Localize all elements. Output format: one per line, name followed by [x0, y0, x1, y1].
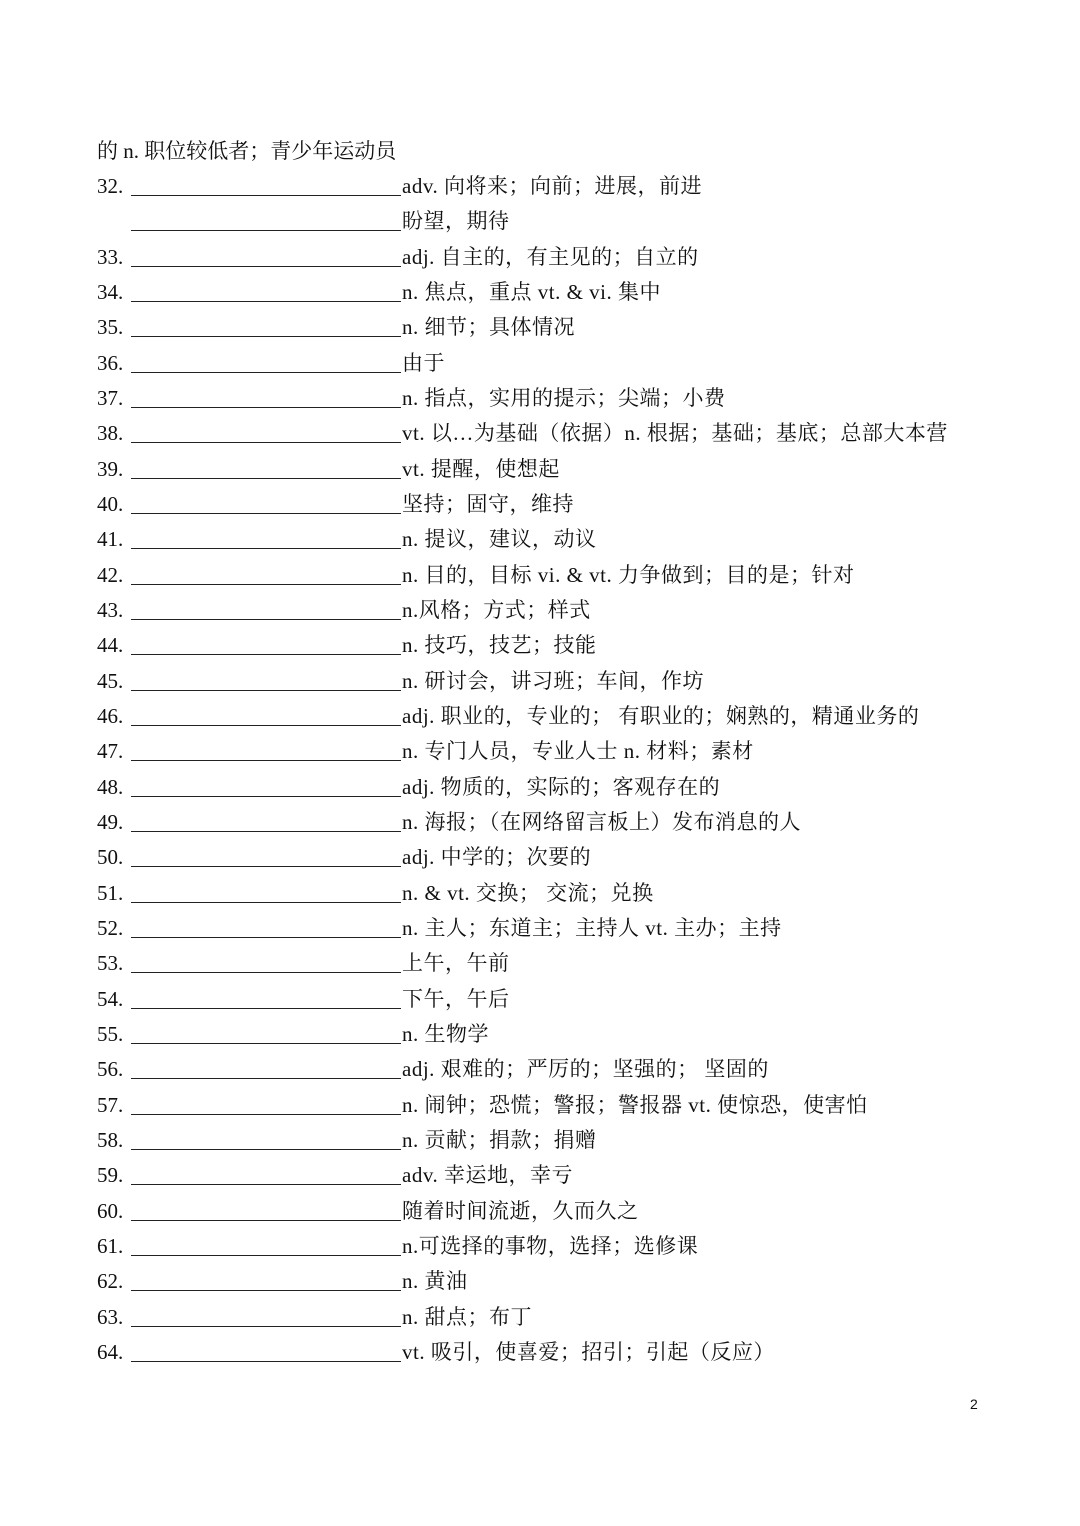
entry-definition: n. 海报；（在网络留言板上）发布消息的人 — [402, 809, 801, 834]
answer-blank[interactable] — [131, 280, 401, 302]
answer-blank[interactable] — [131, 315, 401, 337]
entry-definition: n. 黄油 — [402, 1269, 468, 1294]
entry-number: 62. — [97, 1269, 124, 1294]
entry-number: 46. — [97, 703, 124, 728]
vocabulary-entry — [97, 805, 1057, 840]
entry-number: 34. — [97, 279, 124, 304]
entry-definition: n. 贡献；捐款；捐赠 — [402, 1127, 597, 1152]
vocabulary-entry — [97, 169, 1057, 204]
answer-blank[interactable] — [131, 1093, 401, 1115]
answer-blank[interactable] — [131, 739, 401, 761]
answer-blank[interactable] — [131, 457, 401, 479]
vocabulary-entry — [97, 1052, 1057, 1087]
vocabulary-entry — [97, 840, 1057, 875]
vocabulary-entry — [97, 240, 1057, 275]
entry-definition: adj. 职业的，专业的； 有职业的；娴熟的，精通业务的 — [402, 703, 920, 728]
vocabulary-entry — [97, 734, 1057, 769]
continued-definition-line: 的 n. 职位较低者；青少年运动员 — [97, 139, 397, 163]
entry-number: 37. — [97, 385, 124, 410]
answer-blank[interactable] — [131, 1305, 401, 1327]
vocabulary-entry — [97, 628, 1057, 663]
entry-number: 38. — [97, 421, 124, 446]
entry-number: 41. — [97, 527, 124, 552]
answer-blank[interactable] — [131, 245, 401, 267]
entry-definition: n. 生物学 — [402, 1021, 489, 1046]
entry-definition: n. 细节；具体情况 — [402, 315, 575, 340]
vocabulary-entry — [97, 416, 1057, 451]
answer-blank[interactable] — [131, 598, 401, 620]
entry-definition: adv. 幸运地，幸亏 — [402, 1163, 573, 1188]
entry-definition: vt. 吸引，使喜爱；招引；引起（反应） — [402, 1339, 775, 1364]
vocabulary-entry — [97, 946, 1057, 981]
entry-definition: 下午，午后 — [402, 986, 510, 1011]
answer-blank[interactable] — [131, 421, 401, 443]
answer-blank[interactable] — [131, 775, 401, 797]
answer-blank[interactable] — [131, 1128, 401, 1150]
vocabulary-entry — [97, 593, 1057, 628]
entry-definition: adj. 自主的，有主见的；自立的 — [402, 244, 699, 269]
entry-definition: n.风格；方式；样式 — [402, 597, 591, 622]
vocabulary-entry — [97, 1017, 1057, 1052]
answer-blank[interactable] — [131, 1340, 401, 1362]
entry-definition: adj. 艰难的；严厉的；坚强的； 坚固的 — [402, 1057, 769, 1082]
entry-number: 50. — [97, 845, 124, 870]
answer-blank[interactable] — [131, 951, 401, 973]
entry-definition: n. 专门人员，专业人士 n. 材料；素材 — [402, 739, 754, 764]
vocabulary-entry — [97, 664, 1057, 699]
entry-number: 60. — [97, 1198, 124, 1223]
answer-blank[interactable] — [131, 1022, 401, 1044]
vocabulary-entry — [97, 1264, 1057, 1299]
vocabulary-entry — [97, 1194, 1057, 1229]
vocabulary-entry — [97, 1088, 1057, 1123]
entry-definition: 上午，午前 — [402, 951, 510, 976]
answer-blank[interactable] — [131, 810, 401, 832]
vocabulary-entry — [97, 522, 1057, 557]
vocabulary-entry — [97, 452, 1057, 487]
vocabulary-entry — [97, 876, 1057, 911]
vocabulary-entry — [97, 1300, 1057, 1335]
vocabulary-entry — [97, 770, 1057, 805]
answer-blank[interactable] — [131, 669, 401, 691]
entry-number: 36. — [97, 350, 124, 375]
answer-blank[interactable] — [131, 845, 401, 867]
vocabulary-entry — [97, 1335, 1057, 1370]
entry-number: 59. — [97, 1163, 124, 1188]
page-number: 2 — [970, 1396, 978, 1412]
entry-definition: adj. 物质的，实际的；客观存在的 — [402, 774, 721, 799]
answer-blank[interactable] — [131, 916, 401, 938]
entry-number: 63. — [97, 1304, 124, 1329]
answer-blank[interactable] — [131, 1269, 401, 1291]
entry-number: 48. — [97, 774, 124, 799]
answer-blank[interactable] — [131, 351, 401, 373]
answer-blank[interactable] — [131, 563, 401, 585]
entry-number: 45. — [97, 668, 124, 693]
entry-definition: 由于 — [402, 350, 445, 375]
entry-number: 43. — [97, 597, 124, 622]
vocabulary-entry — [97, 911, 1057, 946]
entry-definition: n. 提议，建议，动议 — [402, 527, 597, 552]
entry-number: 58. — [97, 1127, 124, 1152]
entry-number: 49. — [97, 809, 124, 834]
entry-number: 57. — [97, 1092, 124, 1117]
entry-definition: n. 主人；东道主；主持人 vt. 主办；主持 — [402, 915, 782, 940]
answer-blank[interactable] — [131, 492, 401, 514]
entry-definition: n. 指点，实用的提示；尖端；小费 — [402, 385, 726, 410]
entry-number: 35. — [97, 315, 124, 340]
entry-definition: 随着时间流逝，久而久之 — [402, 1198, 639, 1223]
vocabulary-entry — [97, 699, 1057, 734]
entry-definition: n. 技巧，技艺；技能 — [402, 633, 597, 658]
entry-definition: n. 闹钟；恐慌；警报；警报器 vt. 使惊恐，使害怕 — [402, 1092, 868, 1117]
vocabulary-entry — [97, 204, 1057, 239]
entry-number: 44. — [97, 633, 124, 658]
vocabulary-entry — [97, 982, 1057, 1017]
vocabulary-entry — [97, 487, 1057, 522]
vocabulary-entry — [97, 558, 1057, 593]
entry-number: 39. — [97, 456, 124, 481]
entry-definition: adj. 中学的；次要的 — [402, 845, 592, 870]
answer-blank[interactable] — [131, 1199, 401, 1221]
answer-blank[interactable] — [131, 987, 401, 1009]
entry-definition: n. & vt. 交换； 交流；兑换 — [402, 880, 654, 905]
entry-definition: n. 甜点；布丁 — [402, 1304, 532, 1329]
entry-number: 64. — [97, 1339, 124, 1364]
entry-number: 47. — [97, 739, 124, 764]
answer-blank[interactable] — [131, 1163, 401, 1185]
entry-number: 32. — [97, 174, 124, 198]
entry-number: 51. — [97, 880, 124, 905]
vocabulary-entry — [97, 1229, 1057, 1264]
entry-number: 52. — [97, 915, 124, 940]
entry-number: 55. — [97, 1021, 124, 1046]
answer-blank[interactable] — [131, 209, 401, 231]
vocabulary-entry — [97, 310, 1057, 345]
entry-definition: n. 焦点，重点 vt. & vi. 集中 — [402, 279, 662, 304]
entry-number: 40. — [97, 491, 124, 516]
entry-number: 53. — [97, 951, 124, 976]
entry-definition: 坚持；固守，维持 — [402, 491, 574, 516]
entry-number: 61. — [97, 1233, 124, 1258]
vocabulary-entry — [97, 1158, 1057, 1193]
entry-definition: vt. 以…为基础（依据）n. 根据；基础；基底；总部大本营 — [402, 421, 948, 446]
answer-blank[interactable] — [131, 633, 401, 655]
vocabulary-entry — [97, 346, 1057, 381]
entry-number: 56. — [97, 1057, 124, 1082]
vocabulary-entry — [97, 275, 1057, 310]
entry-number: 54. — [97, 986, 124, 1011]
entry-definition: n. 目的，目标 vi. & vt. 力争做到；目的是；针对 — [402, 562, 855, 587]
entry-number: 42. — [97, 562, 124, 587]
answer-blank[interactable] — [131, 1057, 401, 1079]
answer-blank[interactable] — [131, 881, 401, 903]
vocabulary-entry — [97, 1123, 1057, 1158]
vocabulary-entry — [97, 381, 1057, 416]
entry-number: 33. — [97, 244, 124, 269]
answer-blank[interactable] — [131, 527, 401, 549]
entry-definition: adv. 向将来；向前；进展，前进 — [402, 174, 702, 198]
answer-blank[interactable] — [131, 174, 401, 196]
vocabulary-list — [97, 169, 1057, 1370]
answer-blank[interactable] — [131, 704, 401, 726]
answer-blank[interactable] — [131, 386, 401, 408]
entry-definition: n.可选择的事物，选择；选修课 — [402, 1233, 699, 1258]
entry-definition: 盼望，期待 — [402, 209, 510, 234]
entry-definition: vt. 提醒，使想起 — [402, 456, 560, 481]
entry-definition: n. 研讨会，讲习班；车间，作坊 — [402, 668, 704, 693]
answer-blank[interactable] — [131, 1234, 401, 1256]
